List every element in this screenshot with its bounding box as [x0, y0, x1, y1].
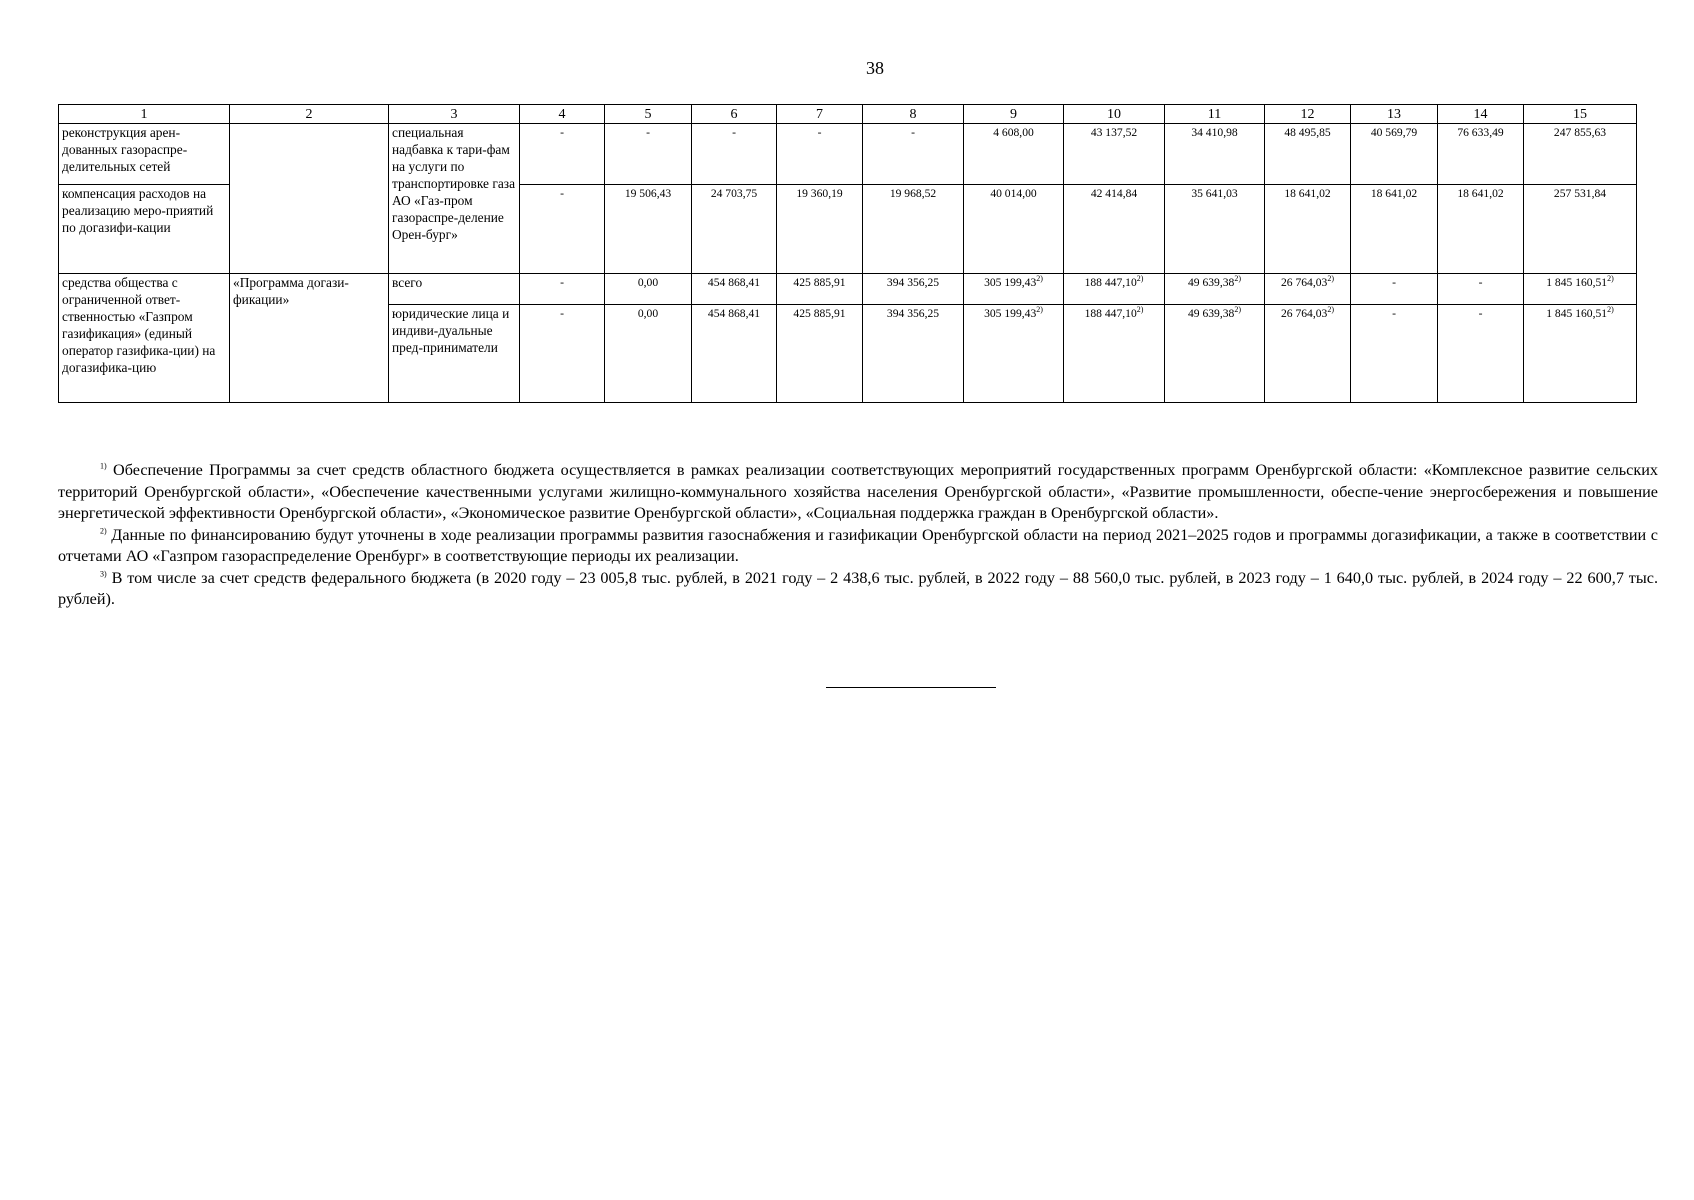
value-cell: -	[605, 124, 692, 185]
header-cell: 13	[1351, 105, 1438, 124]
value-cell: 0,00	[605, 305, 692, 403]
footnote-text: В том числе за счет средств федерального бюджета (в 2020 году – 23 005,8 тыс. рублей, в 2021 году – 2 438,6 тыс. рублей, в 2022 году – 88 560,0 тыс. рублей, в 2023 году – 1 640,0 тыс. рублей, в 2024 году – 22 600,7 тыс. рублей).	[58, 568, 1658, 608]
value-cell: 40 569,79	[1351, 124, 1438, 185]
value-cell: -	[1351, 274, 1438, 305]
header-cell: 12	[1265, 105, 1351, 124]
header-cell: 4	[520, 105, 605, 124]
value-cell: -	[520, 124, 605, 185]
funding-source-cell: специальная надбавка к тари-фам на услуги по транспортировке газа АО «Газ-пром газораспре-деление Орен-бург»	[389, 124, 520, 274]
financing-table	[58, 104, 1637, 403]
value-cell: 0,00	[605, 274, 692, 305]
value-text: 49 639,38	[1187, 276, 1235, 289]
value-cell: -	[1438, 274, 1524, 305]
event-name-cell: средства общества с ограниченной ответ-ственностью «Газпром газификация» (единый оператор газифика-ции) на догазифика-цию	[59, 274, 230, 403]
value-cell	[964, 305, 1064, 403]
value-cell: 18 641,02	[1438, 185, 1524, 274]
value-cell: -	[1438, 305, 1524, 403]
header-cell: 6	[692, 105, 777, 124]
header-cell: 10	[1064, 105, 1165, 124]
value-text: 26 764,03	[1280, 307, 1328, 320]
footnote-mark: 2)	[1607, 274, 1614, 284]
program-cell-empty	[230, 124, 389, 274]
footnote	[58, 525, 1658, 568]
event-name-cell: компенсация расходов на реализацию меро-приятий по догазифи-кации	[59, 185, 230, 274]
header-cell: 7	[777, 105, 863, 124]
header-cell: 15	[1524, 105, 1637, 124]
footnote-mark: 2)	[1607, 305, 1614, 315]
footnote-mark: 2)	[1234, 305, 1242, 315]
footnote-mark: 2)	[1327, 305, 1335, 315]
end-rule	[826, 687, 996, 688]
value-cell: 34 410,98	[1165, 124, 1265, 185]
funding-source-cell: всего	[389, 274, 520, 305]
value-cell: 425 885,91	[777, 305, 863, 403]
footnote-mark: 2)	[1036, 274, 1043, 284]
value-cell: 394 356,25	[863, 305, 964, 403]
footnote-mark: 2)	[1136, 305, 1144, 315]
footnote-mark: 1)	[100, 461, 107, 471]
value-cell: -	[520, 185, 605, 274]
value-cell: 48 495,85	[1265, 124, 1351, 185]
value-cell: 257 531,84	[1524, 185, 1637, 274]
footnotes	[58, 460, 1658, 611]
value-cell: 40 014,00	[964, 185, 1064, 274]
header-cell: 3	[389, 105, 520, 124]
value-text: 188 447,10	[1084, 276, 1137, 289]
value-cell: -	[520, 274, 605, 305]
table-row	[59, 124, 1637, 185]
footnote	[58, 568, 1658, 611]
value-cell: 394 356,25	[863, 274, 964, 305]
page-number: 38	[866, 58, 884, 78]
header-cell: 11	[1165, 105, 1265, 124]
value-cell: 454 868,41	[692, 274, 777, 305]
column-numbers-row	[59, 105, 1637, 124]
value-text: 305 199,43	[984, 307, 1037, 320]
value-cell	[1064, 274, 1165, 305]
footnote	[58, 460, 1658, 525]
value-cell: 4 608,00	[964, 124, 1064, 185]
funding-source-cell: юридические лица и индиви-дуальные пред-приниматели	[389, 305, 520, 403]
header-cell: 14	[1438, 105, 1524, 124]
value-cell: 19 360,19	[777, 185, 863, 274]
value-cell: 425 885,91	[777, 274, 863, 305]
footnote-text: Данные по финансированию будут уточнены в ходе реализации программы развития газоснабжения и газификации Оренбургской области на период 2021–2025 годов и программы догазификации, а также в соответствии с отчетами АО «Газпром газораспределение Оренбург» в соответствующие периоды их реализации.	[58, 525, 1658, 565]
value-cell: 24 703,75	[692, 185, 777, 274]
value-cell: -	[777, 124, 863, 185]
footnote-mark: 2)	[1327, 274, 1335, 284]
value-cell	[964, 274, 1064, 305]
value-text: 26 764,03	[1280, 276, 1328, 289]
header-cell: 2	[230, 105, 389, 124]
value-cell	[1165, 305, 1265, 403]
value-cell	[1265, 305, 1351, 403]
value-cell: 76 633,49	[1438, 124, 1524, 185]
header-cell: 8	[863, 105, 964, 124]
event-name-cell: реконструкция арен-дованных газораспре-делительных сетей	[59, 124, 230, 185]
footnote-text: Обеспечение Программы за счет средств областного бюджета осуществляется в рамках реализации соответствующих мероприятий государственных программ Оренбургской области: «Комплексное развитие сельских территорий Оренбургской области», «Обеспечение качественными услугами жилищно-коммунального хозяйства населения Оренбургской области», «Развитие промышленности, обеспе-чение энергосбережения и повышение энергетической эффективности Оренбургской области», «Экономическое развитие Оренбургской области», «Социальная поддержка граждан в Оренбургской области».	[58, 461, 1658, 522]
value-cell	[1165, 274, 1265, 305]
program-name-cell: «Программа догази-фикации»	[230, 274, 389, 403]
value-cell: 18 641,02	[1265, 185, 1351, 274]
header-cell: 1	[59, 105, 230, 124]
value-cell: 42 414,84	[1064, 185, 1165, 274]
value-cell: 19 968,52	[863, 185, 964, 274]
value-text: 49 639,38	[1187, 307, 1235, 320]
value-cell: 247 855,63	[1524, 124, 1637, 185]
footnote-mark: 3)	[100, 569, 107, 579]
value-cell: -	[692, 124, 777, 185]
footnote-mark: 2)	[1234, 274, 1242, 284]
value-cell	[1265, 274, 1351, 305]
value-cell: -	[520, 305, 605, 403]
value-cell	[1064, 305, 1165, 403]
footnote-mark: 2)	[1136, 274, 1144, 284]
header-cell: 5	[605, 105, 692, 124]
header-cell: 9	[964, 105, 1064, 124]
value-cell: -	[1351, 305, 1438, 403]
value-cell	[1524, 305, 1637, 403]
value-text: 188 447,10	[1084, 307, 1137, 320]
value-cell: 18 641,02	[1351, 185, 1438, 274]
table-row	[59, 274, 1637, 305]
value-text: 305 199,43	[984, 276, 1037, 289]
value-cell: 35 641,03	[1165, 185, 1265, 274]
value-cell: 19 506,43	[605, 185, 692, 274]
footnote-mark: 2)	[100, 526, 107, 536]
value-text: 1 845 160,51	[1546, 307, 1608, 320]
value-cell: 43 137,52	[1064, 124, 1165, 185]
value-cell	[1524, 274, 1637, 305]
value-cell: -	[863, 124, 964, 185]
value-text: 1 845 160,51	[1546, 276, 1608, 289]
value-cell: 454 868,41	[692, 305, 777, 403]
footnote-mark: 2)	[1036, 305, 1043, 315]
